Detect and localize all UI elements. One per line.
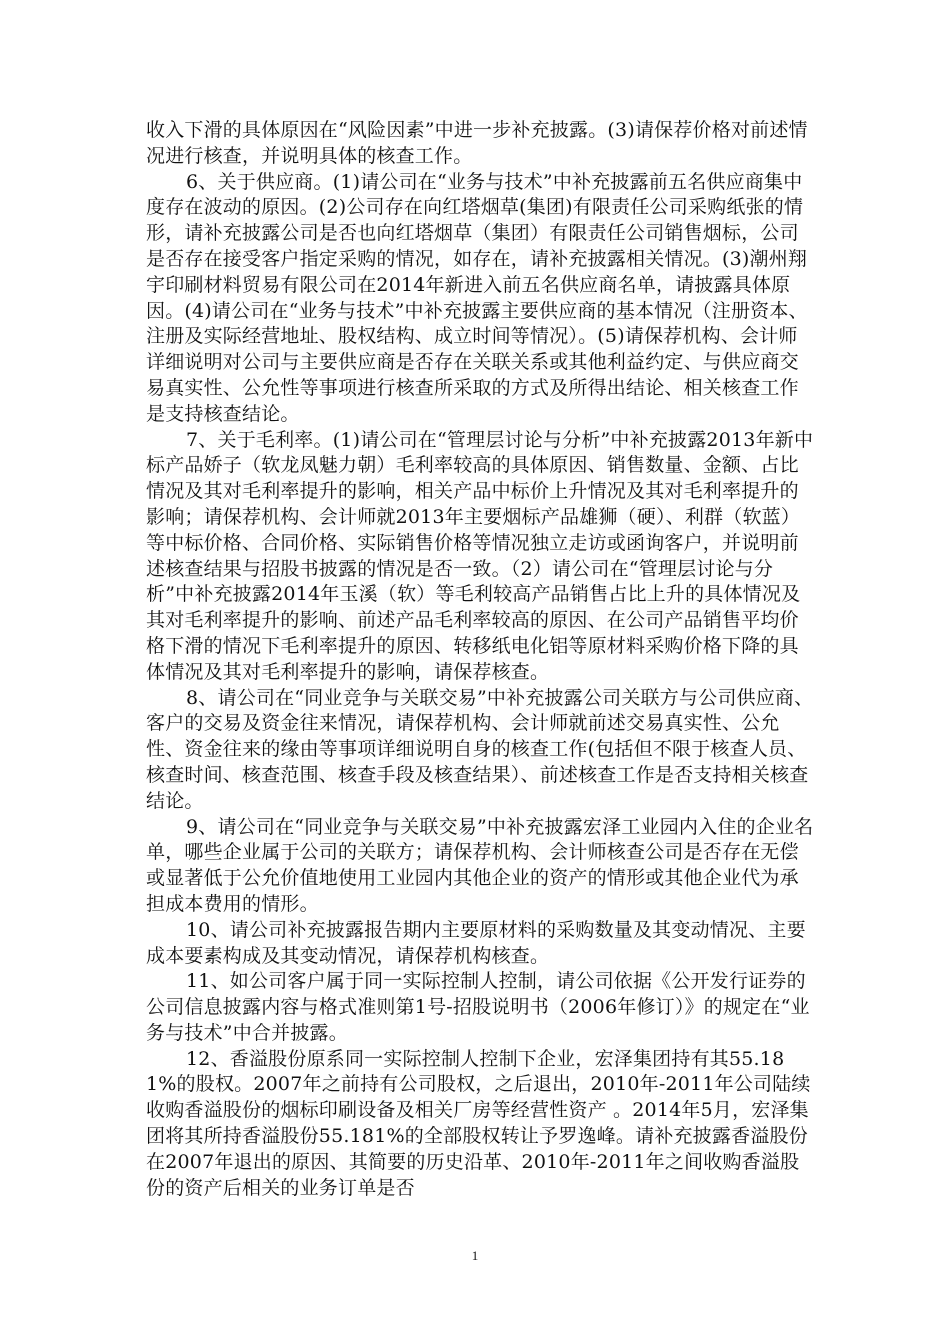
paragraph-item-10-raw-materials: 10、请公司补充披露报告期内主要原材料的采购数量及其变动情况、主要成本要素构成及其变动情况，请保荐机构核查。: [146, 918, 806, 967]
paragraph-continuation: 收入下滑的具体原因在“风险因素”中进一步补充披露。(3)请保荐价格对前述情况进行核查，并说明具体的核查工作。: [146, 119, 808, 167]
paragraph-item-11-customers: 11、如公司客户属于同一实际控制人控制，请公司依据《公开发行证券的公司信息披露内容与格式准则第1号-招股说明书（2006年修订）》的规定在“业务与技术”中合并披露。: [146, 970, 810, 1044]
page-number: 1: [471, 1248, 479, 1263]
paragraph-item-7-gross-margin: 7、关于毛利率。(1)请公司在“管理层讨论与分析”中补充披露2013年新中标产品娇子（软龙凤魅力朝）毛利率较高的具体原因、销售数量、金额、占比情况及其对毛利率提升的影响，相关产品中标价上升情况及其对毛利率提升的影响；请保荐机构、会计师就2013年主要烟标产品雄狮（硬）、利群（软蓝）等中标价格、合同价格、实际销售价格等情况独立走访或函询客户，并说明前述核查结果与招股书披露的情况是否一致。（2）请公司在“管理层讨论与分析”中补充披露2014年玉溪（软）等毛利较高产品销售占比上升的具体情况及其对毛利率提升的影响、前述产品毛利率较高的原因、在公司产品销售平均价格下滑的情况下毛利率提升的原因、转移纸电化铝等原材料采购价格下降的具体情况及其对毛利率提升的影响，请保荐核查。: [146, 428, 814, 683]
paragraph-item-6-suppliers: 6、关于供应商。(1)请公司在“业务与技术”中补充披露前五名供应商集中度存在波动的原因。(2)公司存在向红塔烟草(集团)有限责任公司采购纸张的情形，请补充披露公司是否也向红塔烟草（集团）有限责任公司销售烟标，公司是否存在接受客户指定采购的情况，如存在，请补充披露相关情况。(3)潮州翔宇印刷材料贸易有限公司在2014年新进入前五名供应商名单，请披露具体原因。(4)请公司在“业务与技术”中补充披露主要供应商的基本情况（注册资本、注册及实际经营地址、股权结构、成立时间等情况）。(5)请保荐机构、会计师详细说明对公司与主要供应商是否存在关联关系或其他利益约定、与供应商交易真实性、公允性等事项进行核查所采取的方式及所得出结论、相关核查工作是支持核查结论。: [146, 170, 808, 425]
paragraph-item-8-related-party: 8、请公司在“同业竞争与关联交易”中补充披露公司关联方与公司供应商、客户的交易及资金往来情况，请保荐机构、会计师就前述交易真实性、公允性、资金往来的缘由等事项详细说明自身的核查工作(包括但不限于核查人员、核查时间、核查范围、核查手段及核查结果）、前述核查工作是否支持相关核查结论。: [146, 686, 814, 812]
document-body: [146, 118, 814, 1201]
paragraph-item-12-xiangyi: 12、香溢股份原系同一实际控制人控制下企业，宏泽集团持有其55.181%的股权。2007年之前持有公司股权，之后退出，2010年-2011年公司陆续收购香溢股份的烟标印刷设备及相关厂房等经营性资产 。2014年5月，宏泽集团将其所持香溢股份55.181%的全部股权转让予罗逸峰。请补充披露香溢股份在2007年退出的原因、其简要的历史沿革、2010年-2011年之间收购香溢股份的资产后相关的业务订单是否: [146, 1047, 811, 1199]
paragraph-item-9-industrial-park: 9、请公司在“同业竞争与关联交易”中补充披露宏泽工业园内入住的企业名单，哪些企业属于公司的关联方；请保荐机构、会计师核查公司是否存在无偿或显著低于公允价值地使用工业园内其他企业的资产的情形或其他企业代为承担成本费用的情形。: [146, 815, 814, 915]
